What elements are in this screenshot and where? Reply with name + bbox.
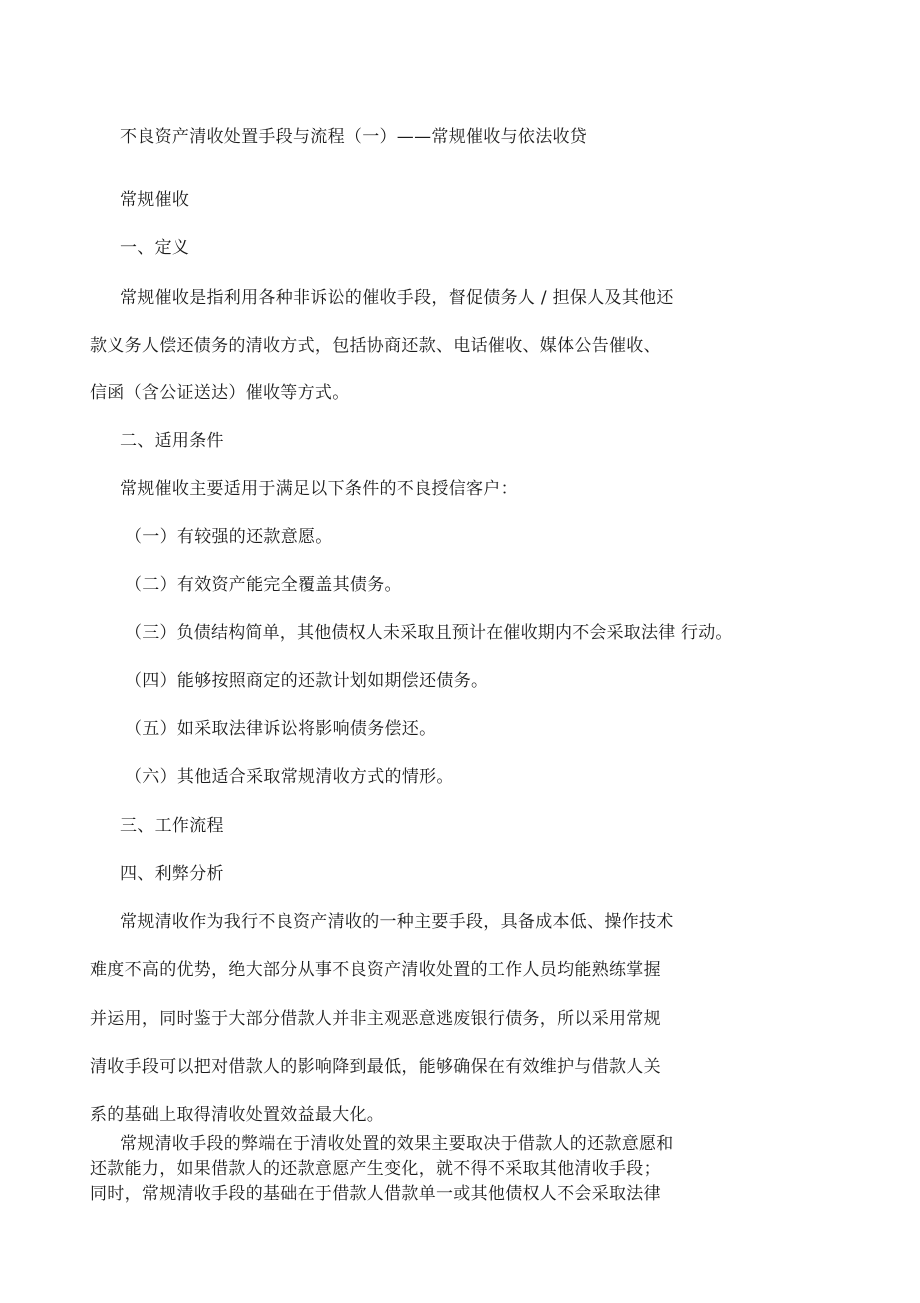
paragraph-analysis-line-4: 清收手段可以把对借款人的影响降到最低，能够确保在有效维护与借款人关	[90, 1057, 661, 1077]
heading-workflow: 三、工作流程	[120, 816, 224, 836]
paragraph-definition-line-3: 信函（含公证送达）催收等方式。	[90, 383, 350, 403]
paragraph-analysis-line-2: 难度不高的优势，绝大部分从事不良资产清收处置的工作人员均能熟练掌握	[90, 960, 661, 980]
paragraph-definition-line-2: 款义务人偿还债务的清收方式，包括协商还款、电话催收、媒体公告催收、	[90, 336, 661, 356]
condition-item: （三）负债结构简单，其他债权人未采取且预计在催收期内不会采取法律 行动。	[125, 623, 733, 643]
condition-item: （六）其他适合采取常规清收方式的情形。	[125, 767, 454, 787]
section-heading: 常规催收	[120, 190, 190, 210]
paragraph-analysis-line-5: 系的基础上取得清收处置效益最大化。	[90, 1105, 385, 1125]
paragraph-definition-line-1: 常规催收是指利用各种非诉讼的催收手段，督促债务人 / 担保人及其他还	[120, 288, 674, 308]
heading-analysis: 四、利弊分析	[120, 864, 224, 884]
paragraph-conditions-intro: 常规催收主要适用于满足以下条件的不良授信客户：	[120, 479, 518, 499]
paragraph-analysis-line-1: 常规清收作为我行不良资产清收的一种主要手段，具备成本低、操作技术	[120, 912, 674, 932]
condition-item: （五）如采取法律诉讼将影响债务偿还。	[125, 719, 437, 739]
paragraph-drawbacks-line-1: 常规清收手段的弊端在于清收处置的效果主要取决于借款人的还款意愿和	[120, 1134, 674, 1154]
condition-item: （四）能够按照商定的还款计划如期偿还债务。	[125, 671, 489, 691]
paragraph-drawbacks-line-2: 还款能力，如果借款人的还款意愿产生变化，就不得不采取其他清收手段；	[90, 1159, 661, 1179]
paragraph-drawbacks-line-3: 同时，常规清收手段的基础在于借款人借款单一或其他债权人不会采取法律	[90, 1184, 661, 1204]
document-title: 不良资产清收处置手段与流程（一）——常规催收与依法收贷	[120, 127, 588, 147]
heading-definition: 一、定义	[120, 238, 190, 258]
paragraph-analysis-line-3: 并运用，同时鉴于大部分借款人并非主观恶意逃废银行债务，所以采用常规	[90, 1009, 661, 1029]
condition-item: （二）有效资产能完全覆盖其债务。	[125, 575, 402, 595]
heading-conditions: 二、适用条件	[120, 431, 224, 451]
condition-item: （一）有较强的还款意愿。	[125, 527, 333, 547]
